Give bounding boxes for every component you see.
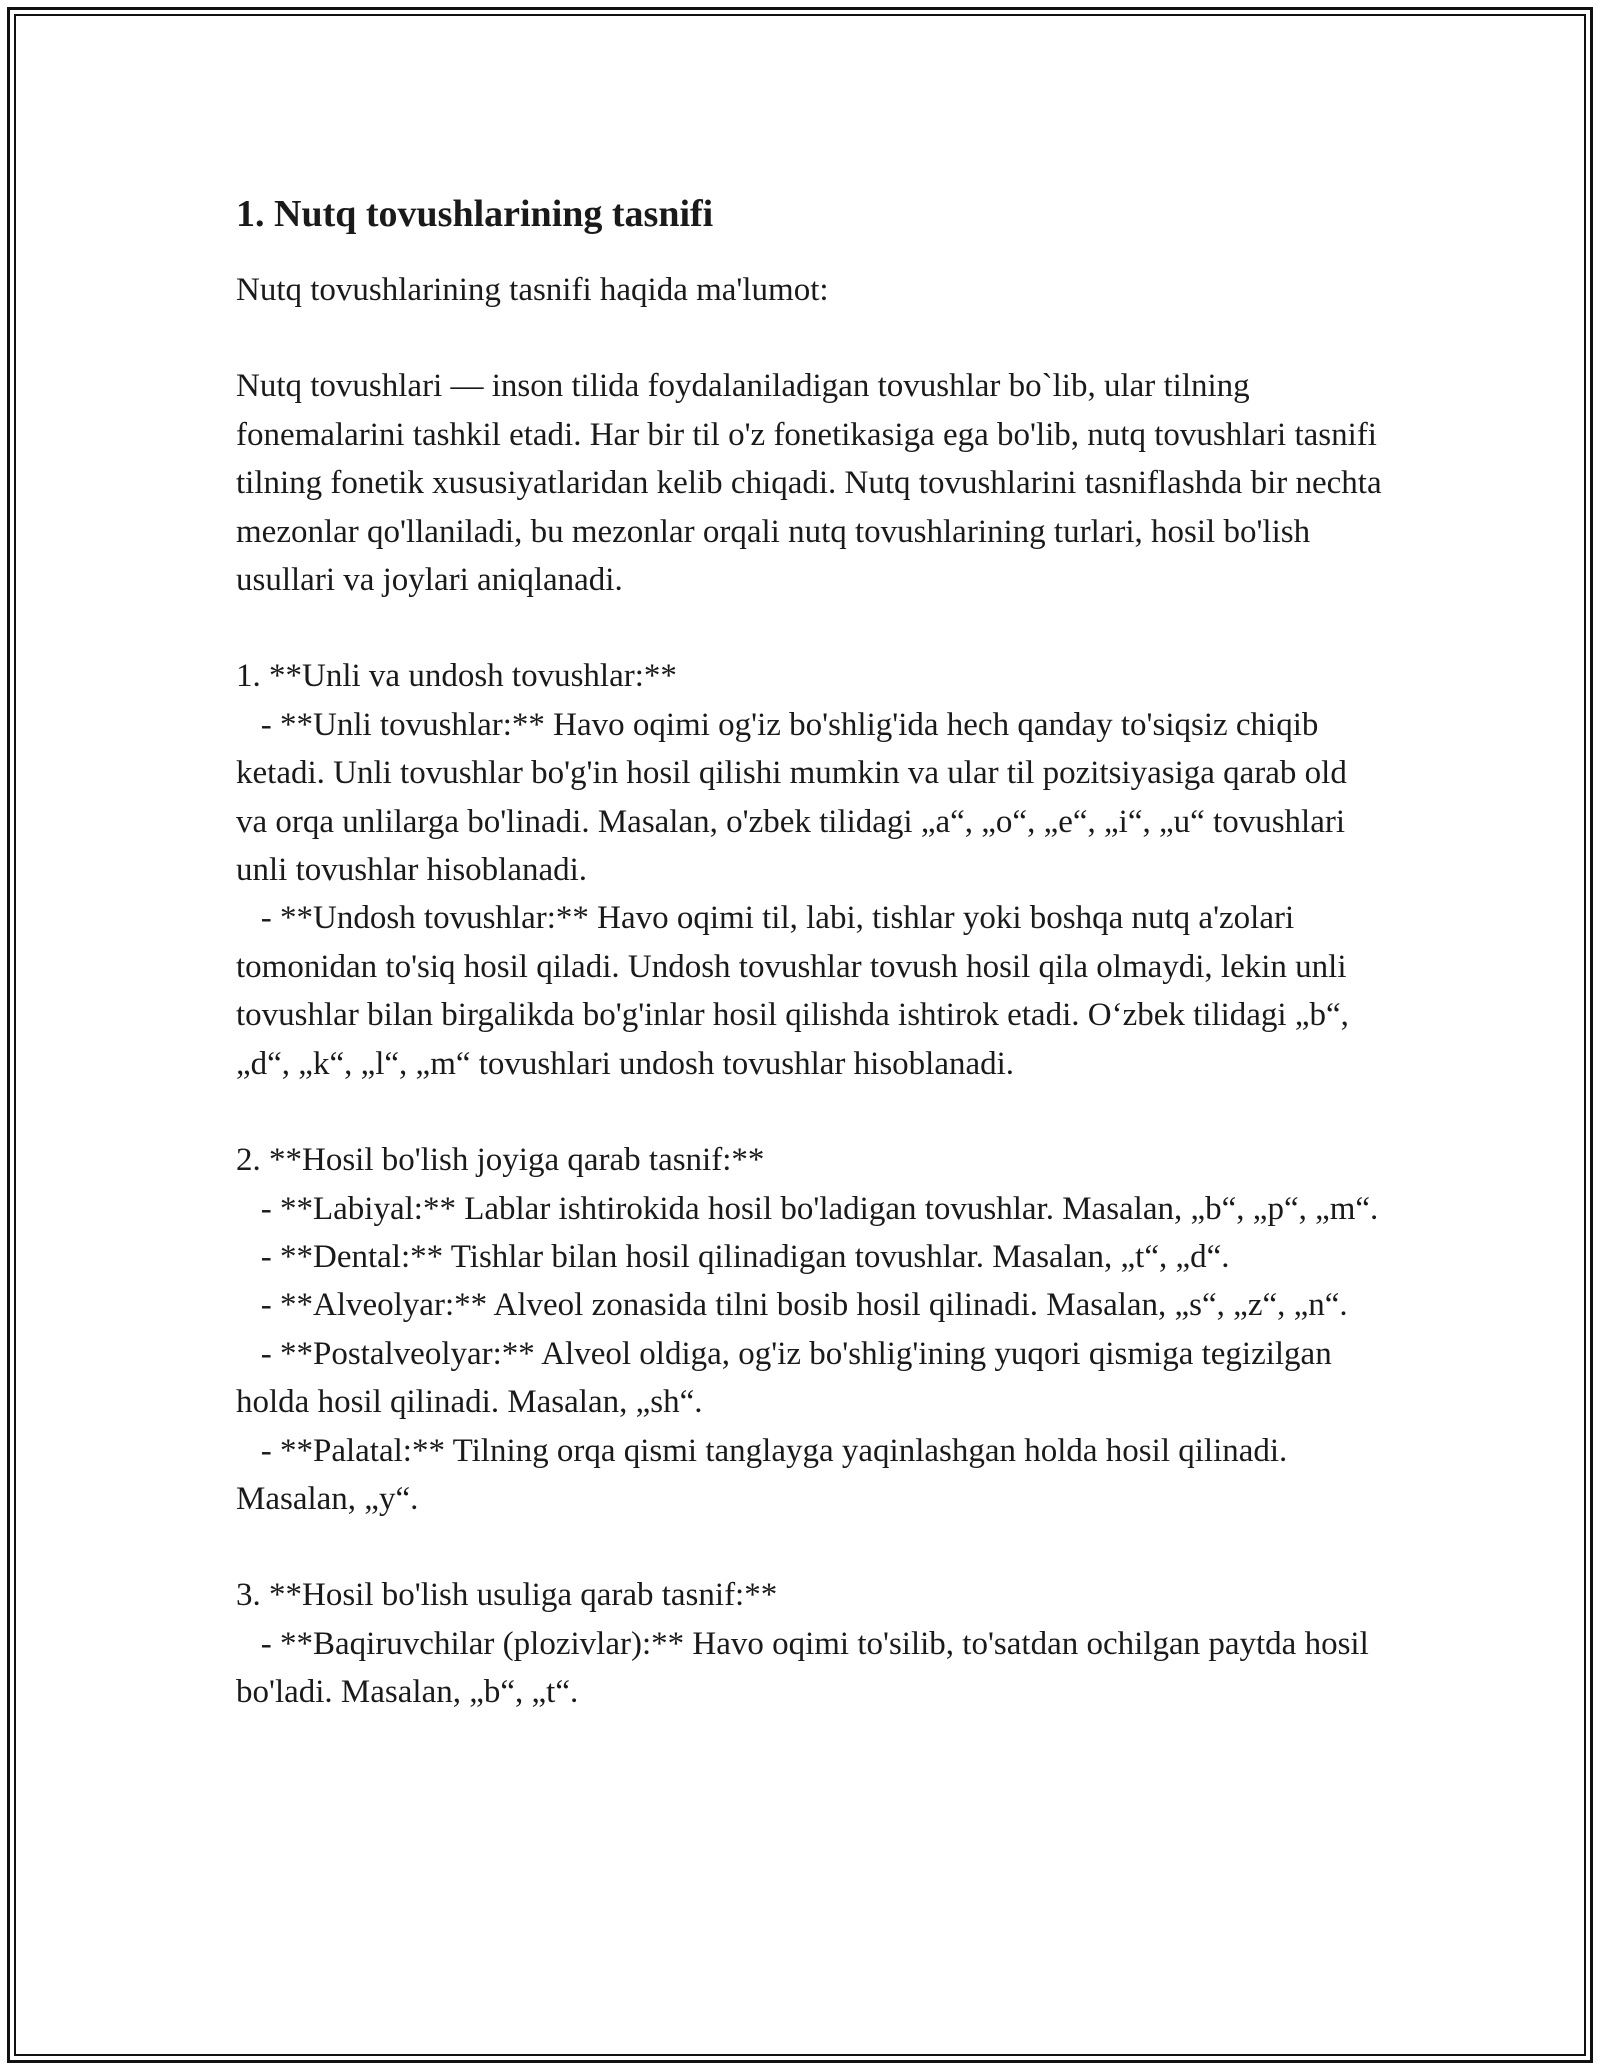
definition-paragraph: Nutq tovushlari — inson tilida foydalaniladigan tovushlar bo`lib, ular tilning fonemalarini tashkil etadi. Har bir til o'z fonetikasiga ega bo'lib, nutq tovushlari tasnifi tilning fonetik xususiyatlaridan kelib chiqadi. Nutq tovushlarini tasniflashda bir nechta mezonlar qo'llaniladi, bu mezonlar orqali nutq tovushlarining turlari, hosil bo'lish usullari va joylari aniqlanadi.: [236, 368, 1390, 599]
intro-paragraph: Nutq tovushlarining tasnifi haqida ma'lumot:: [236, 272, 829, 308]
section-heading: 1. Nutq tovushlarining tasnifi: [236, 193, 714, 235]
manner-of-articulation-section: 3. **Hosil bo'lish usuliga qarab tasnif:** - **Baqiruvchilar (plozivlar):** Havo oqimi to'silib, to'satdan ochilgan paytda hosil bo'ladi. Masalan, „b“, „t“.: [236, 1577, 1369, 1711]
vowels-consonants-section: 1. **Unli va undosh tovushlar:** - **Unli tovushlar:** Havo oqimi og'iz bo'shlig'ida hech qanday to'siqsiz chiqib ketadi. Unli tovushlar bo'g'in hosil qilishi mumkin va ular til pozitsiyasiga qarab old va orqa unlilarga bo'linadi. Masalan, o'zbek tilidagi „a“, „o“, „e“, „i“, „u“ tovushlari unli tovushlar hisoblanadi. - **Undosh tovushlar:** Havo oqimi til, labi, tishlar yoki boshqa nutq a'zolari tomonidan to'siq hosil qiladi. Undosh tovushlar tovush hosil qila olmaydi, lekin unli tovushlar bilan birgalikda bo'g'inlar hosil qilishda ishtirok etadi. O‘zbek tilidagi „b“, „d“, „k“, „l“, „m“ tovushlari undosh tovushlar hisoblanadi.: [236, 658, 1349, 1082]
place-of-articulation-section: 2. **Hosil bo'lish joyiga qarab tasnif:** - **Labiyal:** Lablar ishtirokida hosil bo'ladigan tovushlar. Masalan, „b“, „p“, „m“. - **Dental:** Tishlar bilan hosil qilinadigan tovushlar. Masalan, „t“, „d“. - **Alveolyar:** Alveol zonasida tilni bosib hosil qilinadi. Masalan, „s“, „z“, „n“. - **Postalveolyar:** Alveol oldiga, og'iz bo'shlig'ining yuqori qismiga tegizilgan holda hosil qilinadi. Masalan, „sh“. - **Palatal:** Tilning orqa qismi tanglayga yaqinlashgan holda hosil qilinadi. Masalan, „y“.: [236, 1142, 1379, 1517]
document-page: [236, 188, 1390, 1717]
